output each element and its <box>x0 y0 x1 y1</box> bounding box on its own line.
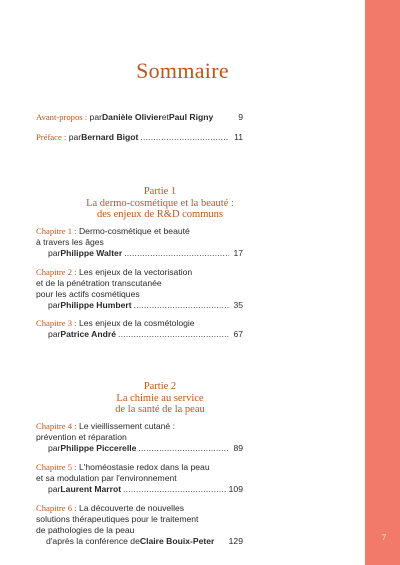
leader-dots <box>118 329 229 340</box>
leader-dots <box>123 484 227 495</box>
author-name: Laurent Marrot <box>60 484 122 494</box>
entry-label: Chapitre 2 : <box>36 267 77 277</box>
page-number: 7 <box>382 533 386 542</box>
toc-entry-chapter-3[interactable]: Chapitre 3 : Les enjeux de la cosmétologie par Patrice André ..... 67 <box>36 318 243 340</box>
page-ref: 17 <box>233 248 243 258</box>
toc-entry-chapter-5[interactable]: Chapitre 5 : L'homéostasie redox dans la peau et sa modulation par l'environnement par Laurent Marrot ..... 109 <box>36 462 243 495</box>
part-number: Partie 2 <box>143 381 177 392</box>
author-name: Philippe Walter <box>60 248 123 258</box>
toc-entry-avant-propos[interactable]: Avant-propos : par Danièle Olivier et Paul Rigny 9 <box>36 112 243 122</box>
page-ref: 109 <box>228 484 243 494</box>
leader-dots <box>138 443 229 454</box>
toc-entry-chapter-4[interactable]: Chapitre 4 : Le vieillissement cutané : prévention et réparation par Philippe Piccerelle ..... 89 <box>36 421 243 454</box>
entry-label: Chapitre 6 : <box>36 503 77 513</box>
author-name: Philippe Piccerelle <box>60 443 137 453</box>
author-name: Philippe Humbert <box>60 300 132 310</box>
author-name: Claire Bouix-Peter <box>139 536 215 546</box>
part-subtitle: des enjeux de R&D communs <box>97 209 223 220</box>
entry-label: Chapitre 3 : <box>36 318 77 328</box>
entry-label: Avant-propos : <box>36 112 88 122</box>
toc-entry-chapter-6[interactable]: Chapitre 6 : La découverte de nouvelles solutions thérapeutiques pour le traitement de pathologies de la peau d'après la conférence de Claire Bouix-Peter 129 <box>36 503 243 546</box>
leader-dots <box>140 132 229 143</box>
part-heading-2 <box>40 381 280 416</box>
toc-entry-chapter-1[interactable]: Chapitre 1 : Dermo-cosmétique et beauté à travers les âges par Philippe Walter ..... 17 <box>36 226 243 259</box>
part-heading-1 <box>40 186 280 221</box>
toc-entry-preface[interactable]: Préface : par Bernard Bigot ..... 11 <box>36 132 243 143</box>
page-ref: 11 <box>234 132 243 142</box>
part-subtitle: de la santé de la peau <box>115 404 205 415</box>
entry-label: Préface : <box>36 132 67 142</box>
author-name: Danièle Olivier <box>101 112 162 122</box>
author-name: Paul Rigny <box>168 112 214 122</box>
part-subtitle: La chimie au service <box>116 392 204 404</box>
toc-entry-chapter-2[interactable]: Chapitre 2 : Les enjeux de la vectorisation et de la pénétration transcutanée pour les actifs cosmétiques par Philippe Humbert ..... 35 <box>36 267 243 311</box>
entry-label: Chapitre 5 : <box>36 462 77 472</box>
page-ref: 129 <box>228 536 243 546</box>
page-ref: 67 <box>233 329 243 339</box>
entry-label: Chapitre 4 : <box>36 421 77 431</box>
author-name: Patrice André <box>60 329 116 339</box>
sidebar-accent <box>365 0 400 565</box>
author-name: Bernard Bigot <box>81 132 139 142</box>
leader-dots <box>124 248 229 259</box>
entry-label: Chapitre 1 : <box>36 226 77 236</box>
page-ref: 89 <box>233 443 243 453</box>
leader-dots <box>134 300 229 311</box>
page-ref: 35 <box>233 300 243 310</box>
part-number: Partie 1 <box>143 186 177 197</box>
part-subtitle: La dermo-cosmétique et la beauté : <box>86 197 234 209</box>
page-ref: 9 <box>238 112 243 122</box>
page-title: Sommaire <box>136 58 229 83</box>
